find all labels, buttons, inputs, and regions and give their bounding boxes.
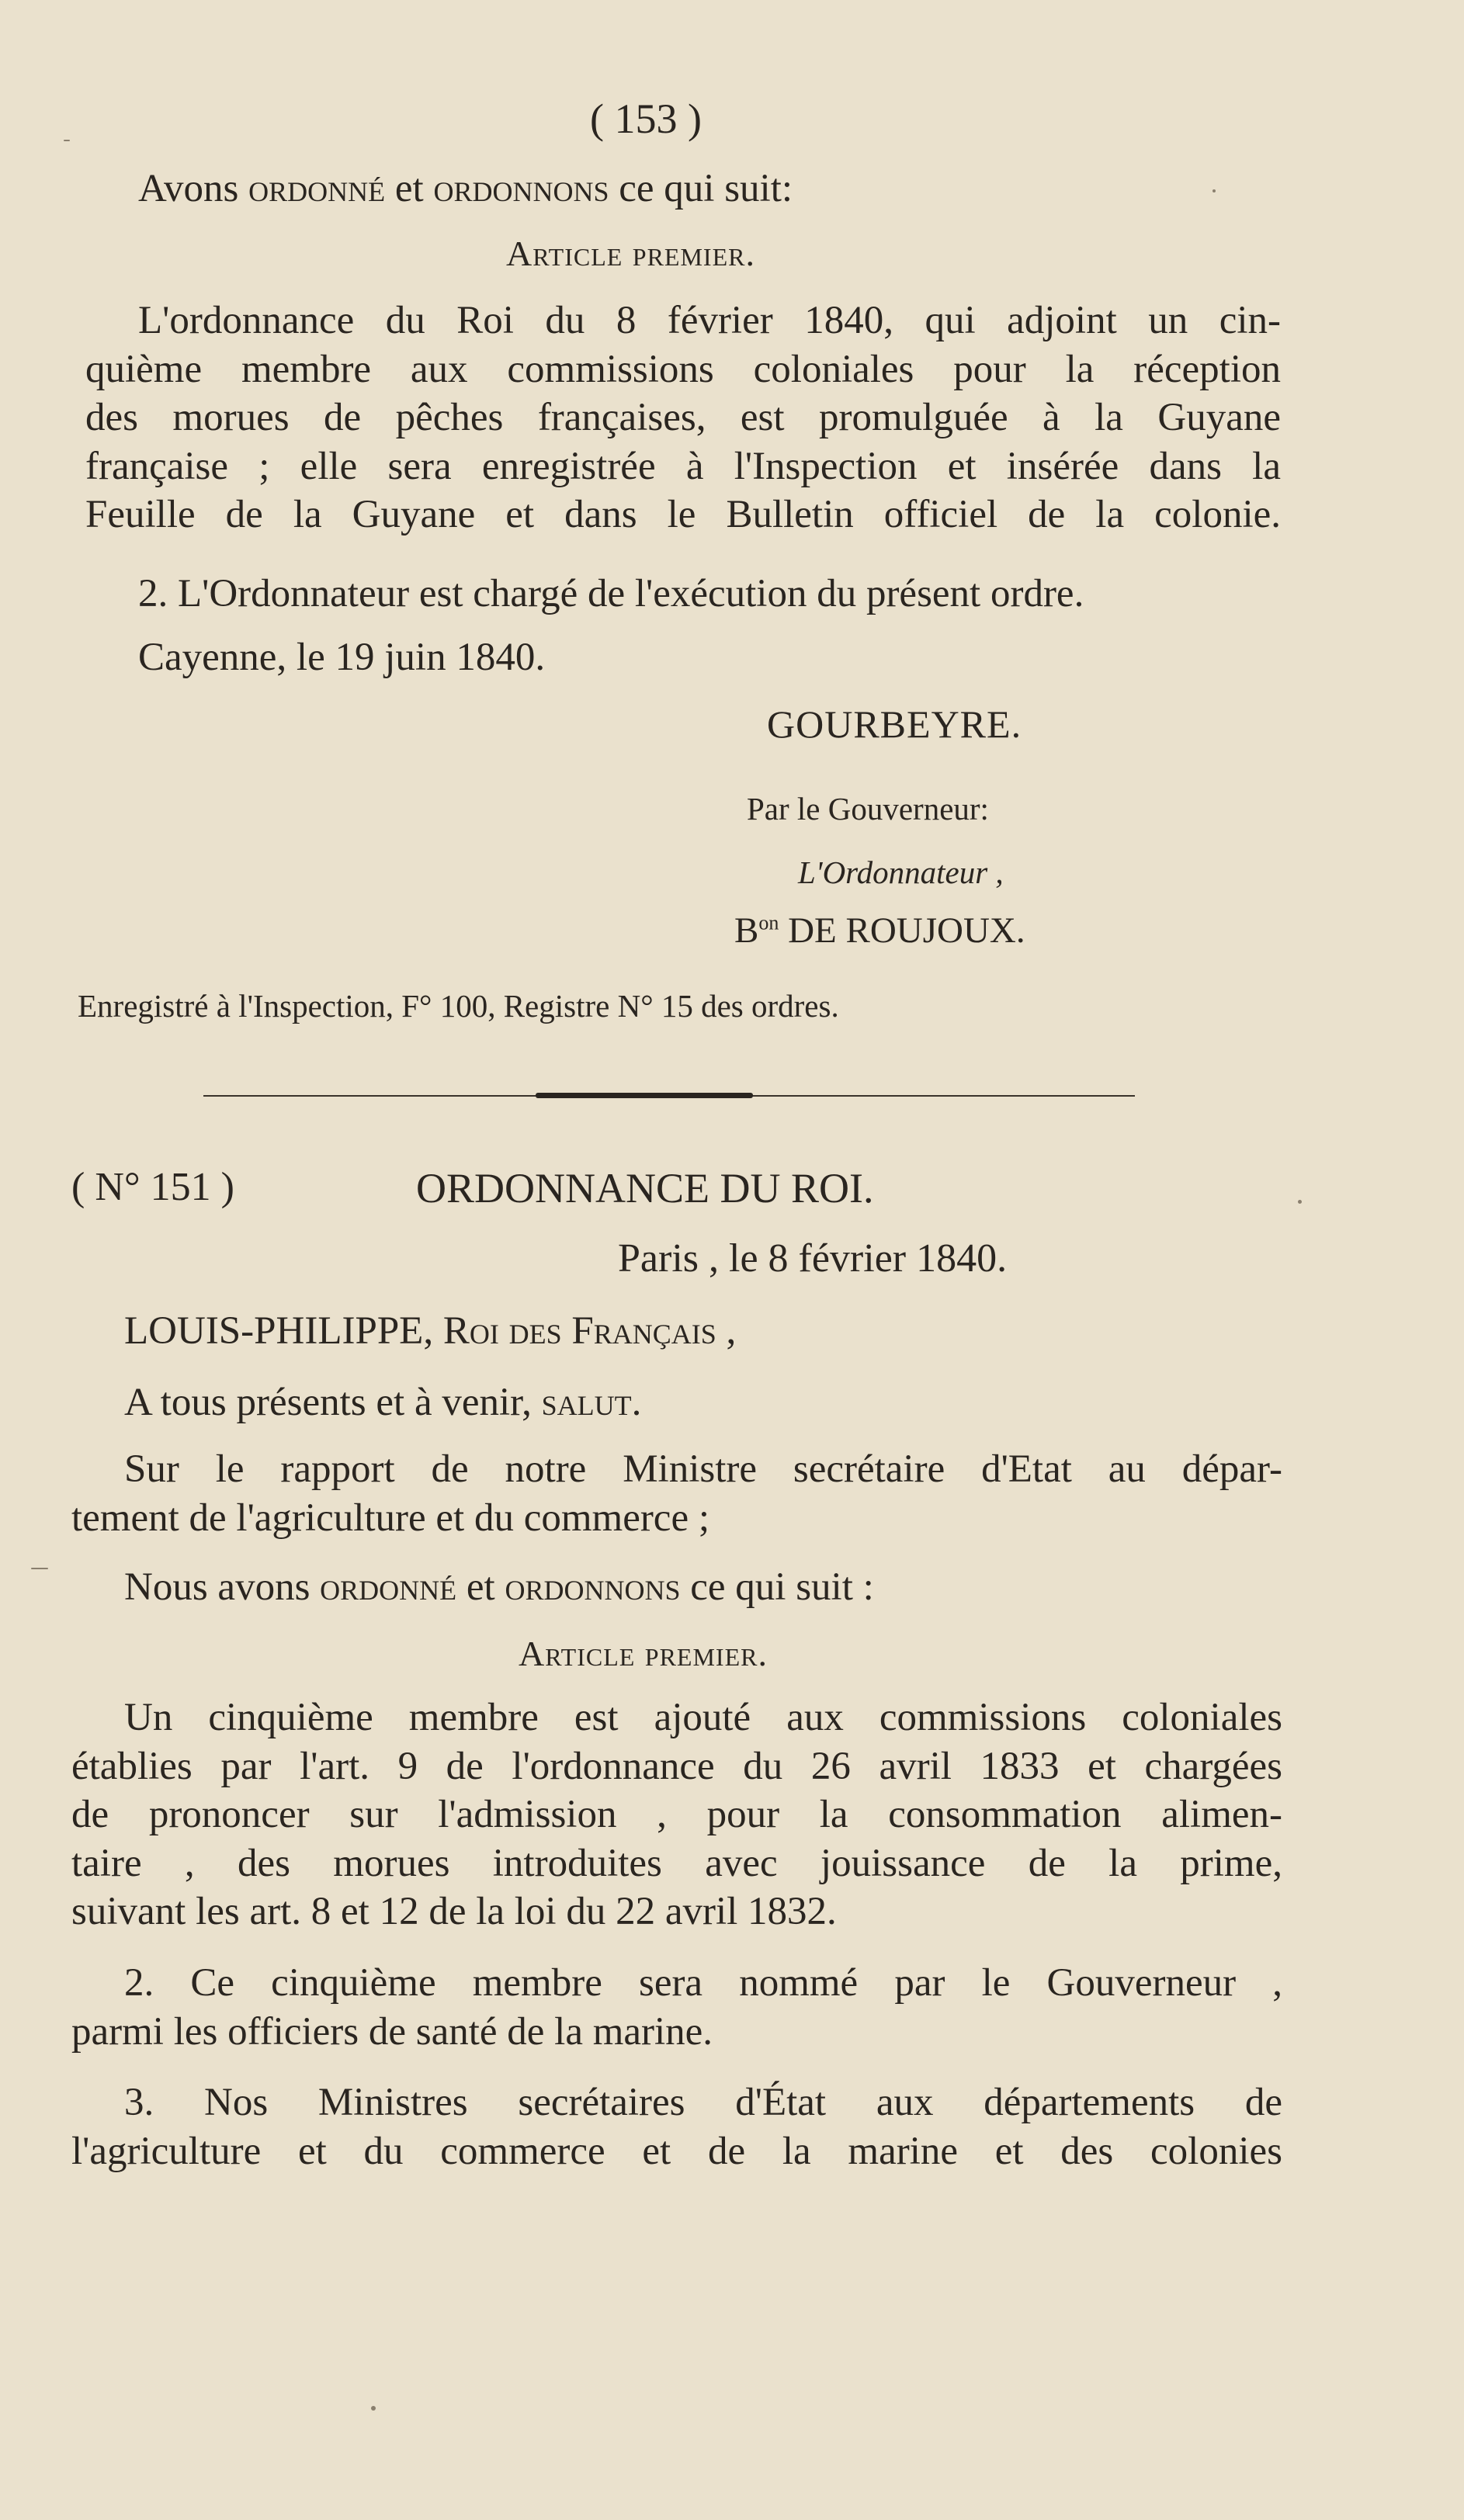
top-article-line: des morues de pêches françaises, est promulguée à la Guyane [85, 396, 1281, 439]
top-article-line: française ; elle sera enregistrée à l'Inspection et insérée dans la [85, 444, 1281, 488]
ordinance-title: ORDONNANCE DU ROI. [416, 1165, 874, 1211]
top-article-body [85, 296, 1281, 539]
top-intro-ordonne: ordonné [248, 167, 386, 210]
article1-line: établies par l'art. 9 de l'ordonnance du 26 avril 1833 et chargées [71, 1744, 1282, 1788]
article1-line: taire , des morues introduites avec jouissance de la prime, [71, 1841, 1282, 1885]
page-number: ( 153 ) [590, 95, 702, 142]
top-intro-ordonnons: ordonnons [433, 167, 609, 210]
registry-note: Enregistré à l'Inspection, F° 100, Registre N° 15 des ordres. [78, 988, 839, 1024]
paper-speck [1212, 189, 1216, 192]
top-intro-post: ce qui suit: [619, 167, 793, 210]
top-intro-pre: Avons [138, 167, 239, 210]
baron-abbrev: $B^{on}$ [734, 910, 779, 951]
article2-line: 2. Ce cinquième membre sera nommé par le Gouverneur , [124, 1961, 1282, 2005]
paper-speck [371, 2406, 376, 2411]
countersignature [734, 910, 1025, 951]
greeting-salut: salut. [541, 1381, 642, 1424]
bottom-article-2 [71, 1959, 1282, 2056]
article1-line: de prononcer sur l'admission , pour la consommation alimen- [71, 1793, 1282, 1836]
top-article-line: Feuille de la Guyane et dans le Bulletin officiel de la colonie. [85, 493, 1281, 536]
bottom-article-heading: Article premier. [519, 1634, 768, 1673]
bottom-intro-pre: Nous avons [124, 1565, 310, 1609]
top-article-line: L'ordonnance du Roi du 8 février 1840, qui adjoint un cin- [138, 299, 1281, 342]
top-intro [138, 166, 793, 211]
report-paragraph [71, 1445, 1282, 1542]
ordinance-number: ( N° 151 ) [71, 1165, 234, 1209]
top-article-2: 2. L'Ordonnateur est chargé de l'exécution du présent ordre. [138, 572, 1084, 615]
bottom-intro [124, 1565, 874, 1610]
top-article-heading: Article premier. [506, 234, 755, 273]
ordonnateur-role: L'Ordonnateur , [798, 854, 1004, 890]
signature-gourbeyre: GOURBEYRE. [767, 702, 1022, 746]
top-article-line: quième membre aux commissions coloniales pour la réception [85, 347, 1281, 391]
top-date-line: Cayenne, le 19 juin 1840. [138, 636, 546, 679]
countersign-name: DE ROUJOUX. [788, 910, 1025, 951]
bottom-article-3 [71, 2078, 1282, 2175]
report-line: Sur le rapport de notre Ministre secrétaire d'Etat au dépar- [124, 1447, 1282, 1491]
article3-line: l'agriculture et du commerce et de la marine et des colonies [71, 2129, 1282, 2173]
paper-speck [1298, 1200, 1302, 1204]
place-date: Paris , le 8 février 1840. [618, 1236, 1008, 1281]
article1-line: Un cinquième membre est ajouté aux commissions coloniales [124, 1696, 1282, 1739]
paper-speck [64, 140, 70, 141]
report-line: tement de l'agriculture et du commerce ; [71, 1496, 710, 1540]
bottom-intro-ordonne: ordonné [320, 1565, 457, 1609]
by-governor: Par le Gouverneur: [747, 791, 989, 827]
article1-line: suivant les art. 8 et 12 de la loi du 22 avril 1832. [71, 1890, 837, 1933]
king-line [124, 1309, 736, 1354]
bottom-intro-ordonnons: ordonnons [505, 1565, 681, 1609]
bottom-intro-post: ce qui suit : [690, 1565, 874, 1609]
baron-sup: on [758, 911, 779, 934]
article3-line: 3. Nos Ministres secrétaires d'État aux départements de [124, 2081, 1282, 2124]
king-title: Roi des Français , [442, 1309, 737, 1353]
greeting [124, 1380, 641, 1425]
top-intro-mid: et [394, 167, 424, 210]
bottom-article-1 [71, 1693, 1282, 1936]
article2-line: parmi les officiers de santé de la marine. [71, 2009, 713, 2054]
greeting-text: A tous présents et à venir, [124, 1381, 532, 1424]
bottom-intro-mid: et [466, 1565, 495, 1609]
paper-speck [31, 1568, 48, 1569]
king-name: LOUIS-PHILIPPE, [124, 1309, 434, 1353]
